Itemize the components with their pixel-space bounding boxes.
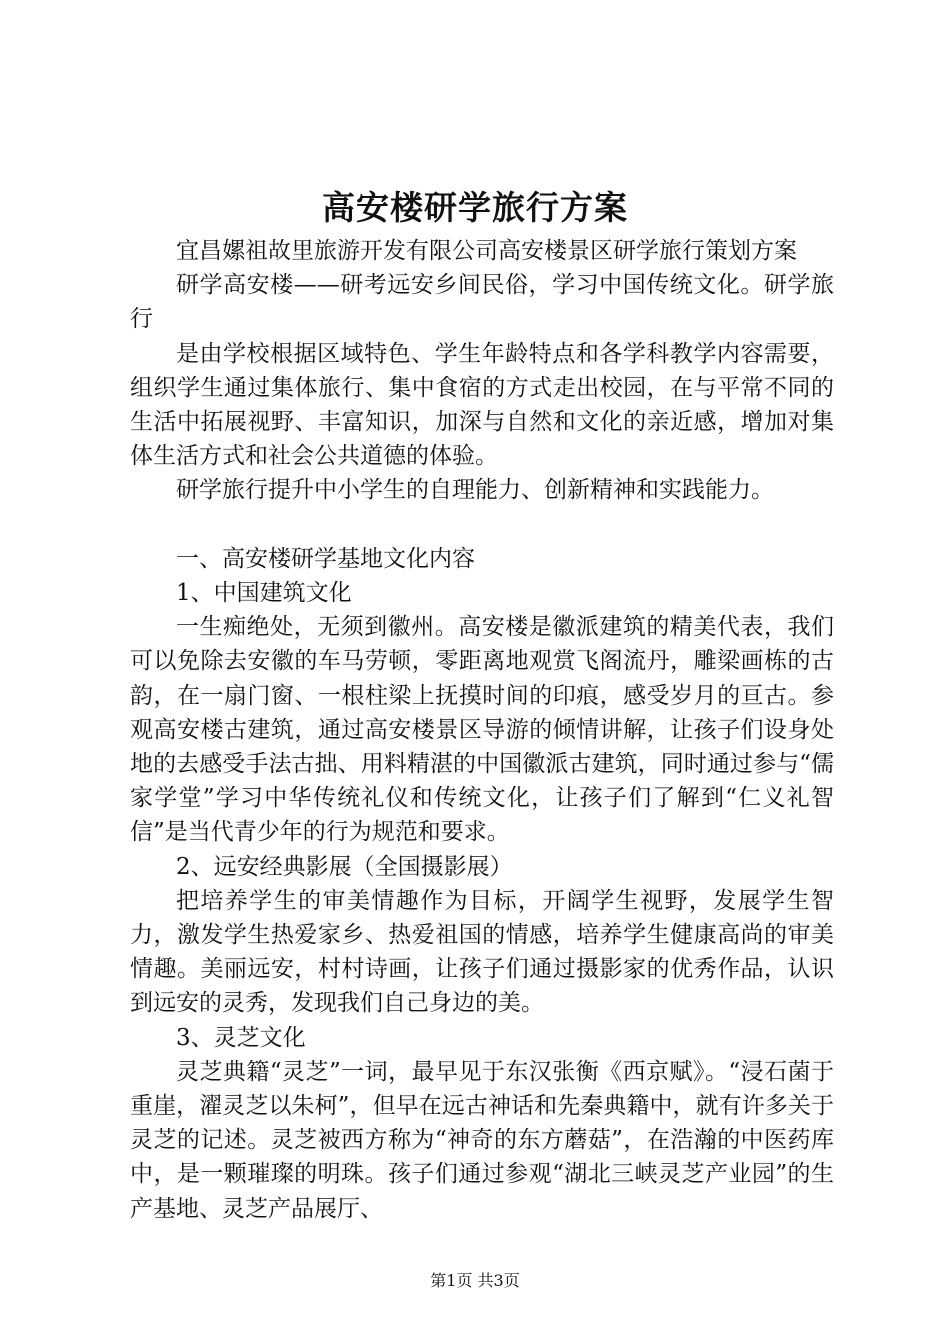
section-heading-culture: 一、高安楼研学基地文化内容 [176, 545, 475, 572]
paragraph-slogan: 研学高安楼——研考远安乡间民俗，学习中国传统文化。研学旅行 [130, 272, 834, 333]
subheading-photo-exhibition: 2、远安经典影展（全国摄影展） [176, 853, 513, 880]
paragraph-definition: 是由学校根据区域特色、学生年龄特点和各学科教学内容需要，组织学生通过集体旅行、集中食宿的方式走出校园，在与平常不同的生活中拓展视野、丰富知识，加深与自然和文化的亲近感，增加对集体生活方式和社会公共道德的体验。 [130, 340, 834, 470]
document-title: 高安楼研学旅行方案 [322, 188, 628, 227]
blank-line [130, 508, 834, 542]
paragraph-architecture: 一生痴绝处，无须到徽州。高安楼是徽派建筑的精美代表，我们可以免除去安徽的车马劳顿，零距离地观赏飞阁流丹，雕梁画栋的古韵，在一扇门窗、一根柱梁上抚摸时间的印痕，感受岁月的亘古。参观高安楼古建筑，通过高安楼景区导游的倾情讲解，让孩子们设身处地的去感受手法古拙、用料精湛的中国徽派古建筑，同时通过参与“儒家学堂”学习中华传统礼仪和传统文化，让孩子们了解到“仁义礼智信”是当代青少年的行为规范和要求。 [130, 614, 834, 846]
document-body [130, 234, 834, 1226]
subheading-lingzhi: 3、灵芝文化 [176, 1024, 306, 1051]
paragraph-benefit: 研学旅行提升中小学生的自理能力、创新精神和实践能力。 [176, 477, 774, 504]
paragraph-photo-exhibition: 把培养学生的审美情趣作为目标，开阔学生视野，发展学生智力，激发学生热爱家乡、热爱祖国的情感，培养学生健康高尚的审美情趣。美丽远安，村村诗画，让孩子们通过摄影家的优秀作品，认识到远安的灵秀，发现我们自己身边的美。 [130, 887, 834, 1017]
paragraph-lingzhi: 灵芝典籍“灵芝”一词，最早见于东汉张衡《西京赋》。“浸石菌于重崖，濯灵芝以朱柯”，但早在远古神话和先秦典籍中，就有许多关于灵芝的记述。灵芝被西方称为“神奇的东方蘑菇”，在浩瀚的中医药库中，是一颗璀璨的明珠。孩子们通过参观“湖北三峡灵芝产业园”的生产基地、灵芝产品展厅、 [130, 1058, 834, 1222]
paragraph-company-plan: 宜昌嫘祖故里旅游开发有限公司高安楼景区研学旅行策划方案 [176, 238, 797, 264]
subheading-architecture: 1、中国建筑文化 [176, 580, 352, 607]
page-number-footer: 第1页 共3页 [430, 1271, 520, 1290]
